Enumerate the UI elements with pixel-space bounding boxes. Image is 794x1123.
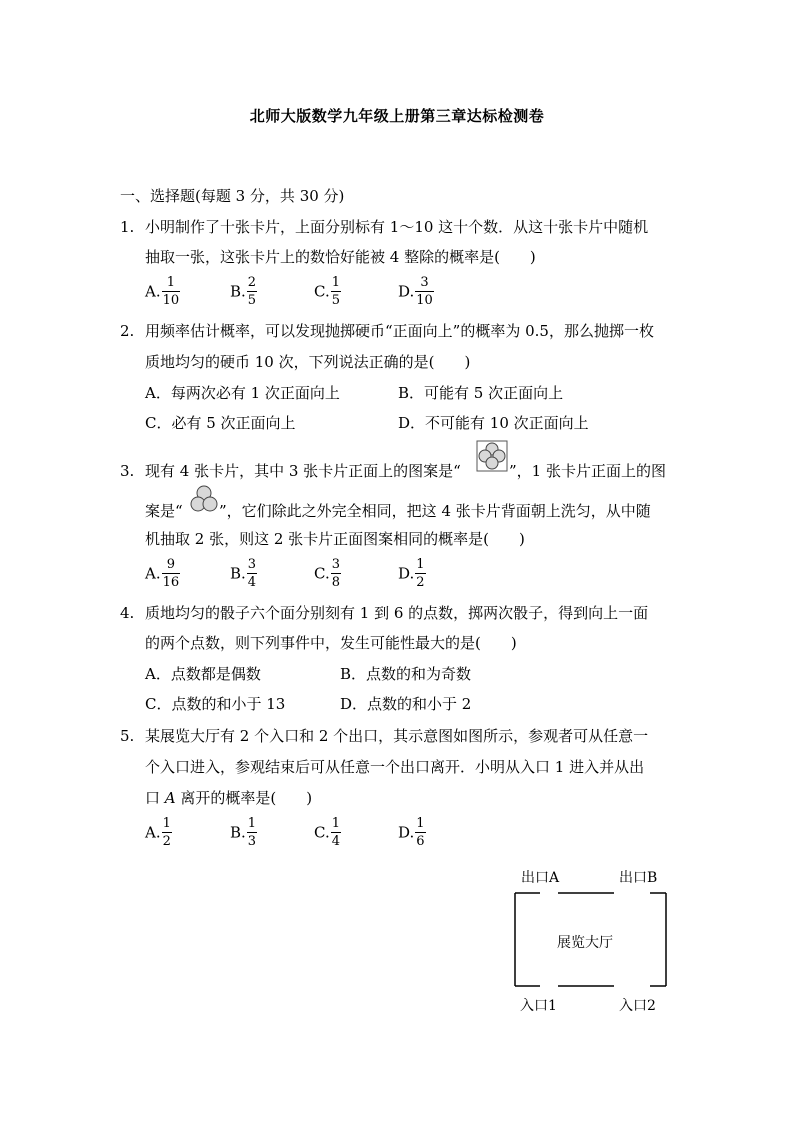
q4-option-d: D．点数的和小于 2 [340,695,472,713]
fraction [331,274,341,309]
q3-line1-start: 现有 4 张卡片，其中 3 张卡片正面上的图案是“ [145,462,461,480]
fraction [415,556,425,591]
q5-option-b [230,815,257,850]
fraction [247,815,257,850]
q5-line2: 个入口进入，参观结束后可从任意一个出口离开．小明从入口 1 进入并从出 [145,758,645,776]
q3-line1-end: ”，1 张卡片正面上的图 [509,462,666,480]
option-label: A. [145,823,161,842]
section-heading: 一、选择题(每题 3 分，共 30 分) [120,187,345,205]
q1-option-d [398,274,434,309]
denominator: 2 [162,834,171,849]
numerator: 2 [247,275,257,290]
option-label: D. [398,282,415,301]
option-label: C. [314,282,330,301]
option-label: B. [230,823,246,842]
denominator: 6 [416,834,425,849]
q5-number: 5. [120,727,135,745]
fraction [415,274,434,309]
numerator: 1 [331,816,340,831]
q5-line3-var: A [164,789,176,807]
entrance-2-label: 入口2 [619,998,656,1014]
q4-line2: 的两个点数，则下列事件中，发生可能性最大的是( ) [145,634,517,652]
q2-option-d: D．不可能有 10 次正面向上 [398,414,589,432]
denominator: 16 [162,575,180,590]
q1-option-c [314,274,341,309]
q2-line1: 用频率估计概率，可以发现抛掷硬币“正面向上”的概率为 0.5，那么抛掷一枚 [145,322,654,340]
denominator: 10 [162,293,180,308]
fraction [415,815,425,850]
fraction [162,556,181,591]
numerator: 3 [331,557,340,572]
q3-number: 3. [120,462,135,480]
option-label: D. [398,823,415,842]
q2-option-a: A．每两次必有 1 次正面向上 [145,384,340,402]
q5-option-a [145,815,172,850]
hall-label: 展览大厅 [557,935,613,951]
page-title: 北师大版数学九年级上册第三章达标检测卷 [249,107,545,125]
q5-line1: 某展览大厅有 2 个入口和 2 个出口，其示意图如图所示，参观者可从任意一 [145,727,649,745]
denominator: 8 [331,575,340,590]
fraction [331,556,341,591]
q1-line2: 抽取一张，这张卡片上的数恰好能被 4 整除的概率是( ) [145,248,536,266]
q2-number: 2. [120,322,135,340]
fraction [247,274,257,309]
option-label: A. [145,564,161,583]
q3-line3: 机抽取 2 张，则这 2 张卡片正面图案相同的概率是( ) [145,530,525,548]
q3-line2-start: 案是“ [145,502,183,520]
numerator: 9 [162,556,181,574]
q4-option-a: A．点数都是偶数 [145,665,261,683]
denominator: 4 [331,834,340,849]
option-label: C. [314,564,330,583]
numerator: 1 [416,557,425,572]
exit-b-label: 出口B [619,870,658,886]
q1-number: 1. [120,218,135,236]
fraction [162,815,172,850]
numerator: 1 [331,275,340,290]
pattern-three-circles-icon [189,485,219,513]
denominator: 10 [416,293,433,308]
option-label: C. [314,823,330,842]
q4-option-c: C．点数的和小于 13 [145,695,286,713]
q3-line2-end: ”，它们除此之外完全相同，把这 4 张卡片背面朝上洗匀，从中随 [219,502,651,520]
q3-option-c [314,556,341,591]
q5-option-c [314,815,341,850]
fraction [162,274,181,309]
denominator: 3 [247,834,257,849]
q2-line2: 质地均匀的硬币 10 次，下列说法正确的是( ) [145,353,471,371]
denominator: 4 [247,575,257,590]
q3-option-d [398,556,426,591]
exit-a-label: 出口A [521,870,560,886]
q5-line3-end: 离开的概率是( ) [175,789,313,807]
q2-option-b: B．可能有 5 次正面向上 [398,384,564,402]
q2-option-c: C．必有 5 次正面向上 [145,414,296,432]
denominator: 2 [416,575,425,590]
option-label: A. [145,282,161,301]
numerator: 3 [247,557,257,572]
q1-line1: 小明制作了十张卡片，上面分别标有 1～10 这十个数．从这十张卡片中随机 [145,218,649,236]
q1-option-a [145,274,180,309]
numerator: 1 [247,816,257,831]
q5-option-d [398,815,426,850]
q4-line1: 质地均匀的骰子六个面分别刻有 1 到 6 的点数，掷两次骰子，得到向上一面 [145,604,649,622]
q5-line3-start: 口 [145,789,165,807]
numerator: 1 [162,816,171,831]
q3-option-b [230,556,257,591]
q4-option-b: B．点数的和为奇数 [340,665,472,683]
fraction [247,556,257,591]
q4-number: 4. [120,604,135,622]
numerator: 3 [415,274,434,292]
q1-option-b [230,274,257,309]
fraction [331,815,341,850]
option-label: B. [230,564,246,583]
option-label: D. [398,564,415,583]
q3-option-a [145,556,180,591]
entrance-1-label: 入口1 [520,998,557,1014]
q5-line3 [145,787,312,809]
option-label: B. [230,282,246,301]
numerator: 1 [162,274,181,292]
numerator: 1 [416,816,425,831]
pattern-four-circles-icon [476,440,508,472]
denominator: 5 [331,293,340,308]
denominator: 5 [247,293,257,308]
